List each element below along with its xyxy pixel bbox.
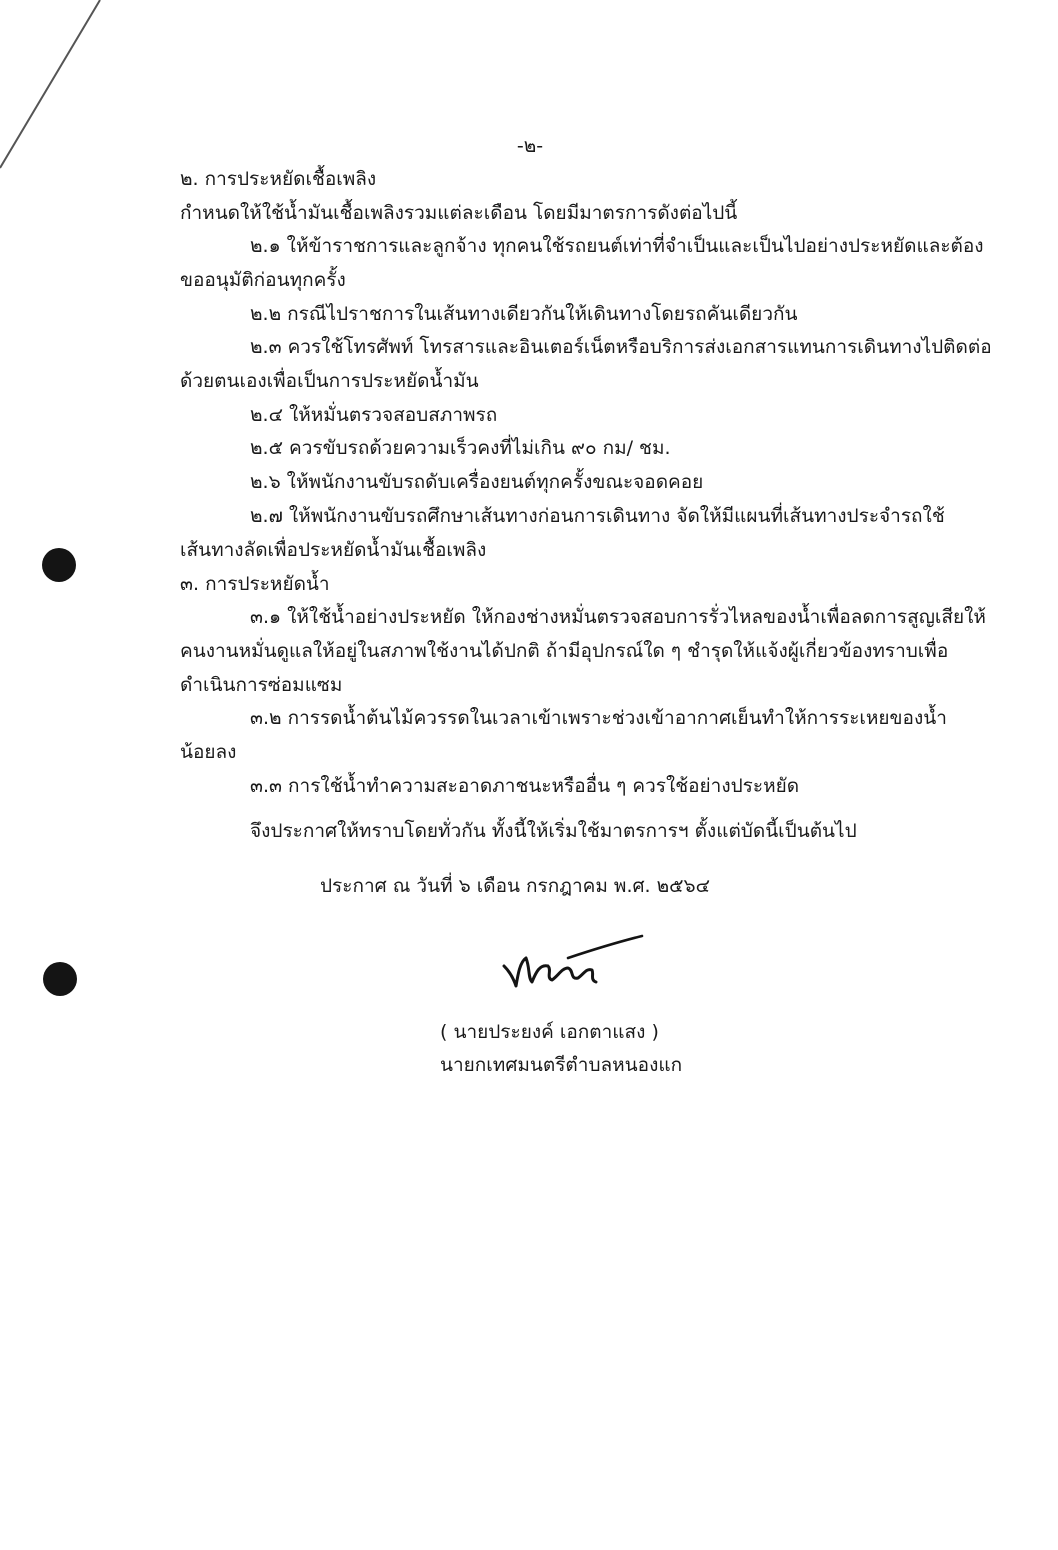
list-item-3-1-cont: คนงานหมั่นดูแลให้อยู่ในสภาพใช้งานได้ปกติ ถ้ามีอุปกรณ์ใด ๆ ชำรุดให้แจ้งผู้เกี่ยวข้องทราบเพื่อ [180,640,949,662]
page-number: -๒- [516,135,544,157]
section-heading-water: ๓. การประหยัดน้ำ [180,573,330,595]
list-item-3-1-cont: ดำเนินการซ่อมแซม [180,674,343,696]
scan-edge-line [0,0,120,180]
list-item-2-7: ๒.๗ ให้พนักงานขับรถศึกษาเส้นทางก่อนการเดินทาง จัดให้มีแผนที่เส้นทางประจำรถใช้ [250,505,945,527]
list-item-2-2: ๒.๒ กรณีไปราชการในเส้นทางเดียวกันให้เดินทางโดยรถคันเดียวกัน [250,303,798,325]
signatory-name: ( นายประยงค์ เอกตาแสง ) [440,1021,659,1043]
list-item-3-1: ๓.๑ ให้ใช้น้ำอย่างประหยัด ให้กองช่างหมั่นตรวจสอบการรั่วไหลของน้ำเพื่อลดการสูญเสียให้ [250,606,986,628]
list-item-3-2-cont: น้อยลง [180,741,237,763]
announcement-date: ประกาศ ณ วันที่ ๖ เดือน กรกฎาคม พ.ศ. ๒๕๖๔ [320,875,710,897]
list-item-2-4: ๒.๔ ให้หมั่นตรวจสอบสภาพรถ [250,404,498,426]
section-heading-fuel: ๒. การประหยัดเชื้อเพลิง [180,168,377,190]
punch-hole [42,548,76,582]
list-item-3-2: ๓.๒ การรดน้ำต้นไม้ควรรดในเวลาเข้าเพราะช่วงเข้าอากาศเย็นทำให้การระเหยของน้ำ [250,707,947,729]
list-item-2-7-cont: เส้นทางลัดเพื่อประหยัดน้ำมันเชื้อเพลิง [180,539,487,561]
paragraph-line: กำหนดให้ใช้น้ำมันเชื้อเพลิงรวมแต่ละเดือน โดยมีมาตรการดังต่อไปนี้ [180,202,738,224]
punch-hole [43,962,77,996]
announcement-closing: จึงประกาศให้ทราบโดยทั่วกัน ทั้งนี้ให้เริ่มใช้มาตรการฯ ตั้งแต่บัดนี้เป็นต้นไป [250,820,857,842]
list-item-2-3-cont: ด้วยตนเองเพื่อเป็นการประหยัดน้ำมัน [180,370,479,392]
list-item-3-3: ๓.๓ การใช้น้ำทำความสะอาดภาชนะหรืออื่น ๆ ควรใช้อย่างประหยัด [250,775,800,797]
list-item-2-1-cont: ขออนุมัติก่อนทุกครั้ง [180,269,346,291]
list-item-2-1: ๒.๑ ให้ข้าราชการและลูกจ้าง ทุกคนใช้รถยนต์เท่าที่จำเป็นและเป็นไปอย่างประหยัดและต้อง [250,235,984,257]
list-item-2-5: ๒.๕ ควรขับรถด้วยความเร็วคงที่ไม่เกิน ๙๐ กม/ ชม. [250,437,671,459]
handwritten-signature [496,928,656,998]
list-item-2-6: ๒.๖ ให้พนักงานขับรถดับเครื่องยนต์ทุกครั้งขณะจอดคอย [250,471,704,493]
signatory-title: นายกเทศมนตรีตำบลหนองแก [440,1054,683,1076]
list-item-2-3: ๒.๓ ควรใช้โทรศัพท์ โทรสารและอินเตอร์เน็ตหรือบริการส่งเอกสารแทนการเดินทางไปติดต่อ [250,336,992,358]
